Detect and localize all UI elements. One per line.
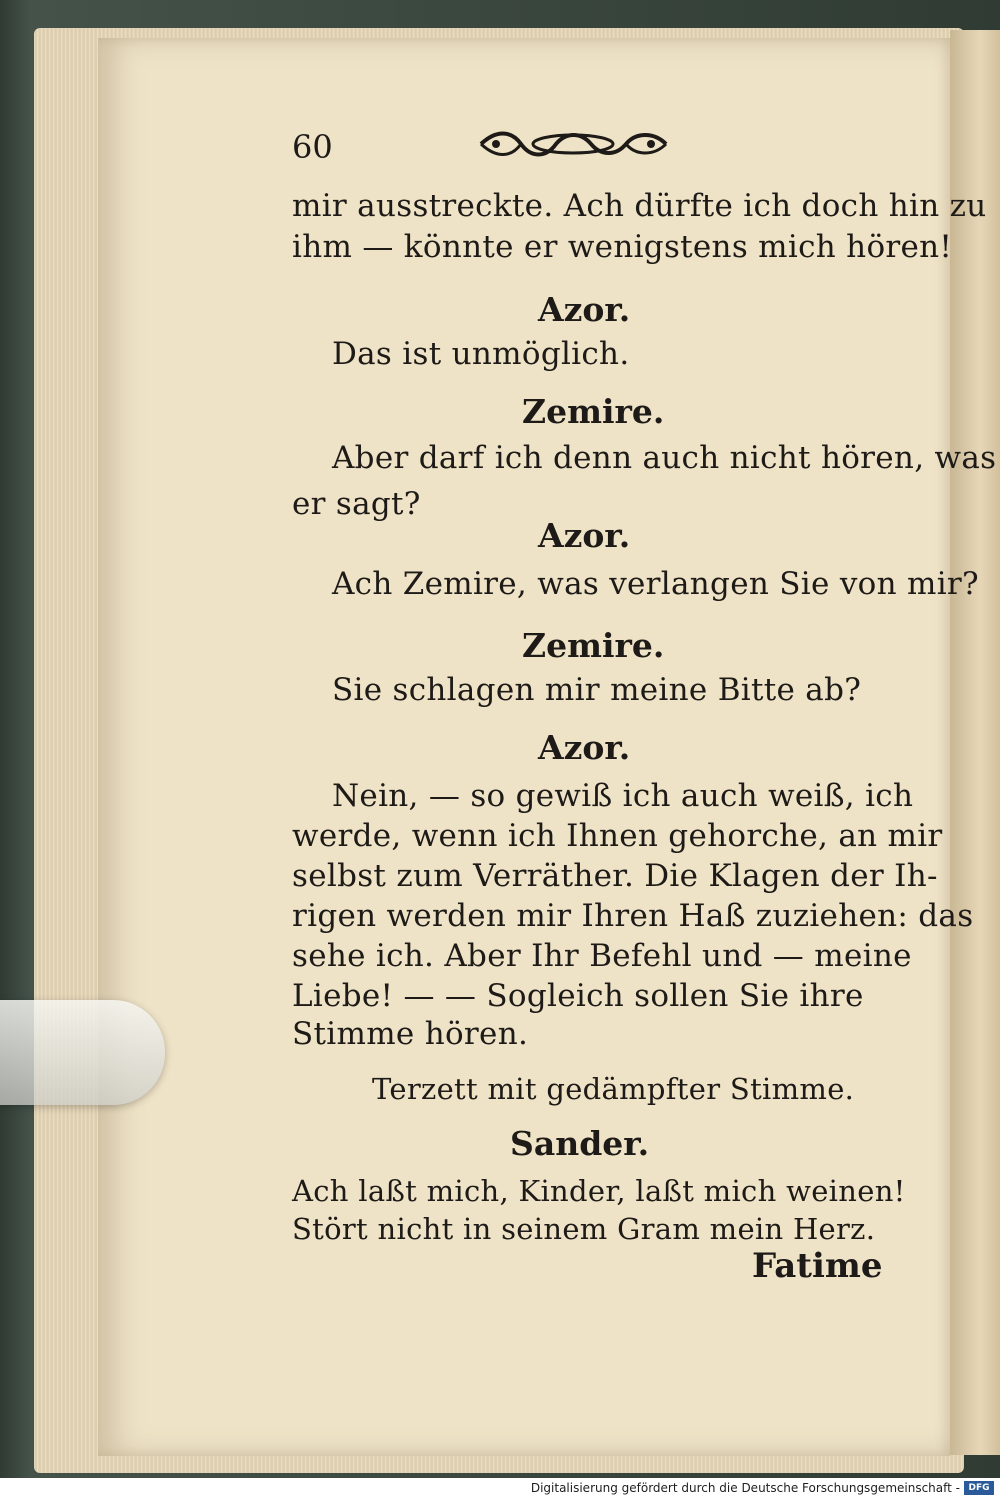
text-line-5: er sagt?: [292, 486, 421, 522]
catchword: Fatime: [752, 1246, 883, 1286]
page-number: 60: [292, 128, 333, 166]
text-line-6: Ach Zemire, was verlangen Sie von mir?: [332, 566, 979, 602]
text-line-7: Sie schlagen mir meine Bitte ab?: [332, 672, 862, 708]
text-line-12: sehe ich. Aber Ihr Befehl und — meine: [292, 938, 912, 974]
text-line-14: Stimme hören.: [292, 1016, 529, 1052]
text-line-4: Aber darf ich denn auch nicht hören, was: [332, 440, 997, 476]
speaker-heading-zemire: Zemire.: [522, 392, 665, 431]
plastic-page-clip: [0, 1000, 165, 1105]
text-line-16: Stört nicht in seinem Gram mein Herz.: [292, 1212, 876, 1246]
speaker-heading-azor: Azor.: [538, 728, 631, 767]
text-line-9: werde, wenn ich Ihnen gehorche, an mir: [292, 818, 943, 854]
text-line-8: Nein, — so gewiß ich auch weiß, ich: [332, 778, 914, 814]
speaker-heading-azor: Azor.: [538, 290, 631, 329]
text-line-13: Liebe! — — Sogleich sollen Sie ihre: [292, 978, 864, 1014]
footer-bar: [0, 1478, 1000, 1499]
text-line-3: Das ist unmöglich.: [332, 336, 630, 372]
text-line-1: mir ausstreckte. Ach dürfte ich doch hin zu: [292, 188, 987, 224]
text-line-11: rigen werden mir Ihren Haß zuziehen: das: [292, 898, 974, 934]
footer-credit-text: Digitalisierung gefördert durch die Deutsche Forschungsgemeinschaft -: [530, 1481, 960, 1495]
facing-page-edge: [950, 30, 1000, 1455]
dfg-logo-icon: DFG: [964, 1481, 994, 1495]
header-ornament-icon: [476, 122, 671, 166]
speaker-heading-zemire: Zemire.: [522, 626, 665, 665]
terzett-heading: Terzett mit gedämpfter Stimme.: [372, 1072, 855, 1106]
speaker-heading-azor: Azor.: [538, 516, 631, 555]
text-line-10: selbst zum Verräther. Die Klagen der Ih-: [292, 858, 938, 894]
text-line-15: Ach laßt mich, Kinder, laßt mich weinen!: [292, 1174, 906, 1208]
text-line-2: ihm — könnte er wenigstens mich hören!: [292, 229, 953, 265]
speaker-heading-sander: Sander.: [510, 1124, 650, 1163]
